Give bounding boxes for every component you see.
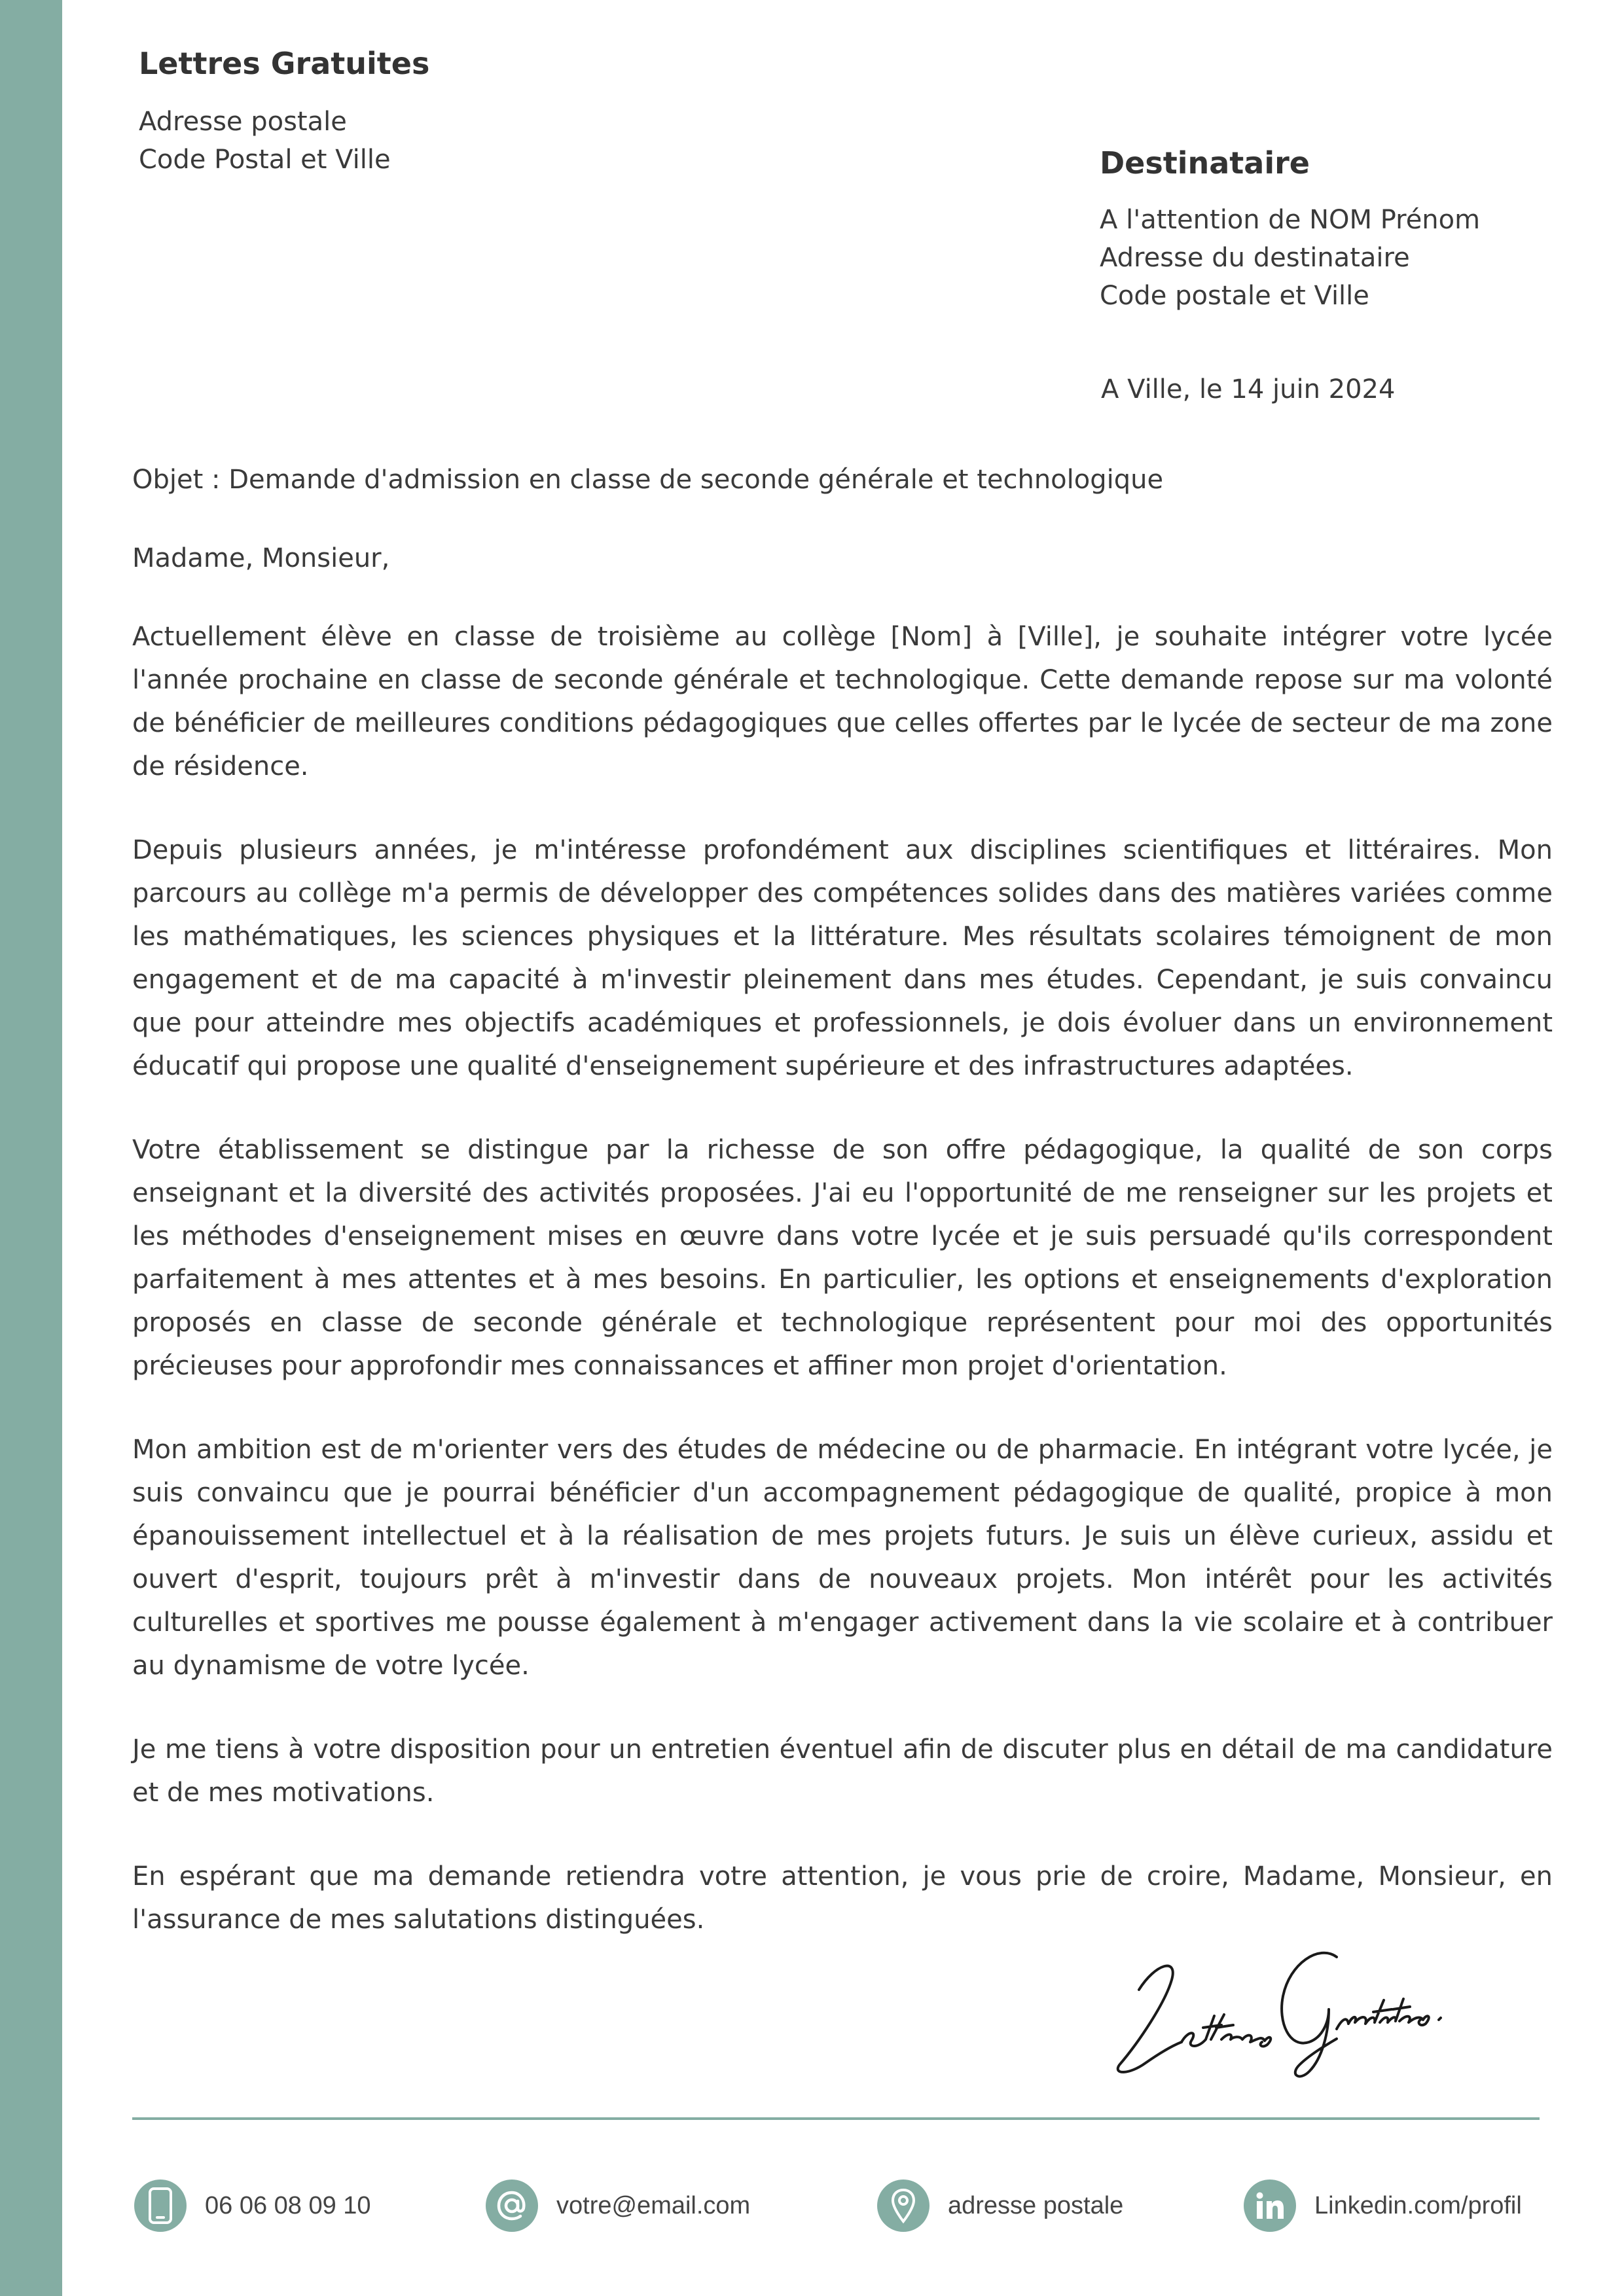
recipient-title: Destinataire <box>1100 145 1310 181</box>
handwritten-signature <box>1093 1918 1473 2088</box>
recipient-line2: Adresse du destinataire <box>1100 243 1410 274</box>
contact-linkedin-label: Linkedin.com/profil <box>1314 2191 1522 2219</box>
linkedin-icon <box>1244 2179 1296 2232</box>
sender-address-line1: Adresse postale <box>139 107 347 137</box>
letter-salutation: Madame, Monsieur, <box>132 543 390 573</box>
letter-body <box>132 458 1553 1982</box>
phone-icon <box>134 2179 187 2232</box>
sender-address-line2: Code Postal et Ville <box>139 145 391 175</box>
recipient-line1: A l'attention de NOM Prénom <box>1100 205 1481 236</box>
recipient-line3: Code postale et Ville <box>1100 281 1369 312</box>
contact-address-label: adresse postale <box>948 2191 1124 2219</box>
recipient-block <box>1100 145 1480 315</box>
contact-phone-label: 06 06 08 09 10 <box>205 2191 371 2219</box>
footer-divider <box>132 2117 1540 2120</box>
paragraph-6: En espérant que ma demande retiendra votre attention, je vous prie de croire, Madame, Monsieur, en l'assurance de mes salutations distinguées. <box>132 1861 1553 1935</box>
letter-date: A Ville, le 14 juin 2024 <box>1101 374 1396 404</box>
contact-email[interactable] <box>486 2179 750 2232</box>
sender-block <box>139 46 429 179</box>
sender-name: Lettres Gratuites <box>139 46 430 81</box>
letter-subject: Objet : Demande d'admission en classe de seconde générale et technologique <box>132 465 1164 495</box>
paragraph-3: Votre établissement se distingue par la richesse de son offre pédagogique, la qualité de son corps enseignant et la diversité des activités proposées. J'ai eu l'opportunité de me renseigner sur les projets et les méthodes d'enseignement mises en œuvre dans votre lycée et je suis persuadé qu'ils correspondent parfaitement à mes attentes et à mes besoins. En particulier, les options et enseignements d'exploration proposés en classe de seconde générale et technologique représentent pour moi des opportunités précieuses pour approfondir mes connaissances et affiner mon projet d'orientation. <box>132 1135 1553 1381</box>
paragraph-5: Je me tiens à votre disposition pour un entretien éventuel afin de discuter plus en détail de ma candidature et de mes motivations. <box>132 1734 1553 1808</box>
paragraph-2: Depuis plusieurs années, je m'intéresse profondément aux disciplines scientifiques et littéraires. Mon parcours au collège m'a permis de développer des compétences solides dans des matières variées comme les mathématiques, les sciences physiques et la littérature. Mes résultats scolaires témoignent de mon engagement et de ma capacité à m'investir pleinement dans mes études. Cependant, je suis convaincu que pour atteindre mes objectifs académiques et professionnels, je dois évoluer dans un environnement éducatif qui propose une qualité d'enseignement supérieure et des infrastructures adaptées. <box>132 835 1553 1081</box>
contact-linkedin[interactable] <box>1244 2179 1522 2232</box>
contact-address <box>877 2179 1123 2232</box>
location-pin-icon <box>877 2179 929 2232</box>
contact-email-label: votre@email.com <box>556 2191 751 2219</box>
side-accent-bar <box>0 0 62 2296</box>
at-icon <box>486 2179 538 2232</box>
contact-phone <box>134 2179 371 2232</box>
paragraph-4: Mon ambition est de m'orienter vers des études de médecine ou de pharmacie. En intégrant votre lycée, je suis convaincu que je pourrai bénéficier d'un accompagnement pédagogique de qualité, propice à mon épanouissement intellectuel et à la réalisation de mes projets futurs. Je suis un élève curieux, assidu et ouvert d'esprit, toujours prêt à m'investir dans de nouveaux projets. Mon intérêt pour les activités culturelles et sportives me pousse également à m'engager activement dans la vie scolaire et à contribuer au dynamisme de votre lycée. <box>132 1435 1553 1681</box>
paragraph-1: Actuellement élève en classe de troisième au collège [Nom] à [Ville], je souhaite intégrer votre lycée l'année prochaine en classe de seconde générale et technologique. Cette demande repose sur ma volonté de bénéficier de meilleures conditions pédagogiques que celles offertes par le lycée de secteur de ma zone de résidence. <box>132 622 1553 781</box>
